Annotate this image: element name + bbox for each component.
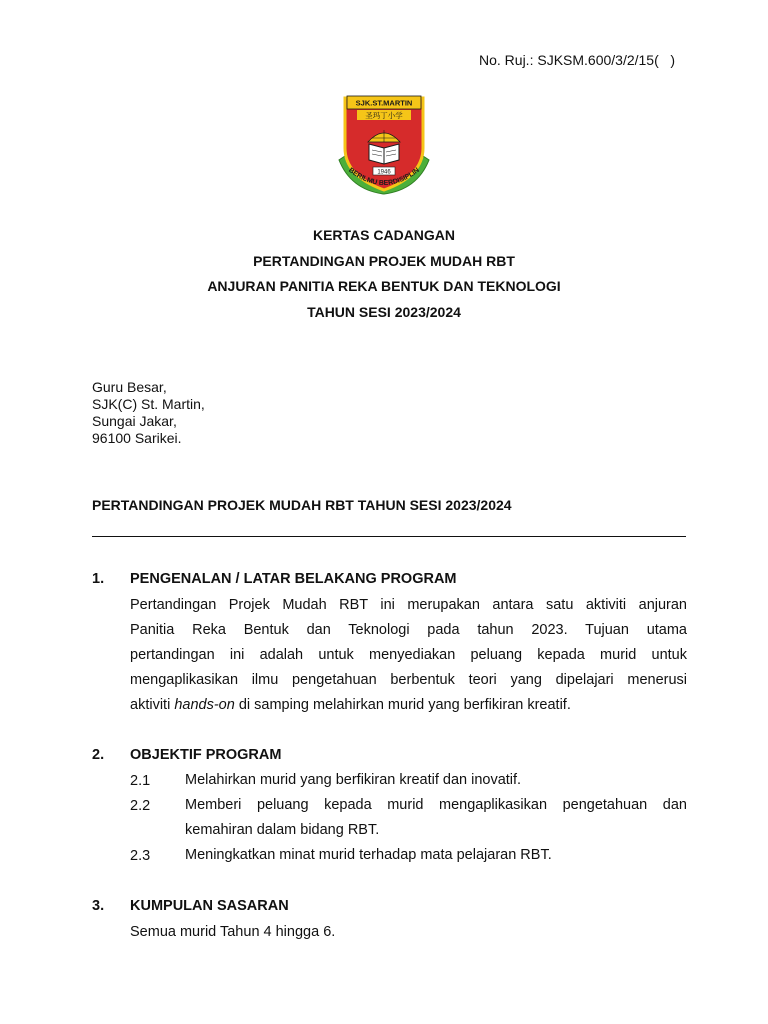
objective-2-2-text [185, 793, 687, 843]
objective-2-1-number: 2.1 [130, 773, 151, 789]
title-line-3: ANJURAN PANITIA REKA BENTUK DAN TEKNOLOGI [207, 278, 561, 294]
section-1-heading: PENGENALAN / LATAR BELAKANG PROGRAM [130, 571, 457, 587]
logo-motto: BERILMU BERDISIPLIN [347, 166, 421, 188]
logo-year: 1946 [377, 169, 391, 176]
paragraph-line: mengaplikasikan ilmu pengetahuan berbentuk teori yang dipelajari menerusi [130, 672, 687, 688]
logo-chinese-text: 圣玛丁小学 [365, 111, 403, 120]
objective-2-1-text [185, 768, 687, 793]
school-crest-icon [331, 90, 437, 196]
title-line-1: KERTAS CADANGAN [312, 227, 456, 243]
paragraph-line: Panitia Reka Bentuk dan Teknologi pada tahun 2023. Tujuan utama [130, 622, 687, 638]
address-line-3: Sungai Jakar, [92, 413, 177, 429]
paragraph-line [130, 693, 687, 718]
section-1-number: 1. [92, 571, 105, 587]
objective-2-2-number: 2.2 [130, 798, 151, 814]
text-run: di samping melahirkan murid yang berfikiran kreatif. [234, 697, 571, 713]
objective-line: Memberi peluang kepada murid mengaplikasikan pengetahuan dan [185, 797, 687, 813]
objective-line: Melahirkan murid yang berfikiran kreatif dan inovatif. [185, 772, 522, 788]
subject-line: PERTANDINGAN PROJEK MUDAH RBT TAHUN SESI 2023/2024 [92, 497, 512, 513]
logo-banner-text: SJK.ST.MARTIN [355, 98, 413, 108]
title-line-2: PERTANDINGAN PROJEK MUDAH RBT [253, 253, 515, 269]
paragraph-line: pertandingan ini adalah untuk menyediakan peluang kepada murid untuk [130, 647, 687, 663]
italic-term: hands-on [174, 697, 235, 713]
section-1-paragraph [130, 593, 687, 718]
title-line-4: TAHUN SESI 2023/2024 [307, 304, 461, 320]
divider [92, 536, 686, 537]
text-run: aktiviti [130, 697, 175, 713]
section-2-heading: OBJEKTIF PROGRAM [130, 747, 282, 763]
address-line-2: SJK(C) St. Martin, [92, 396, 205, 412]
section-3-text [130, 920, 687, 945]
paragraph-line: Semua murid Tahun 4 hingga 6. [130, 924, 336, 940]
objective-line: Meningkatkan minat murid terhadap mata pelajaran RBT. [185, 847, 552, 863]
objective-line: kemahiran dalam bidang RBT. [185, 822, 380, 838]
section-2-number: 2. [92, 747, 105, 763]
paragraph-line: Pertandingan Projek Mudah RBT ini merupakan antara satu aktiviti anjuran [130, 597, 687, 613]
address-line-1: Guru Besar, [92, 379, 167, 395]
section-3-number: 3. [92, 898, 105, 914]
school-logo [331, 90, 437, 196]
objective-2-3-number: 2.3 [130, 848, 151, 864]
address-line-4: 96100 Sarikei. [92, 430, 182, 446]
section-3-heading: KUMPULAN SASARAN [130, 898, 289, 914]
objective-2-3-text [185, 843, 687, 868]
reference-number: No. Ruj.: SJKSM.600/3/2/15( ) [479, 52, 676, 68]
